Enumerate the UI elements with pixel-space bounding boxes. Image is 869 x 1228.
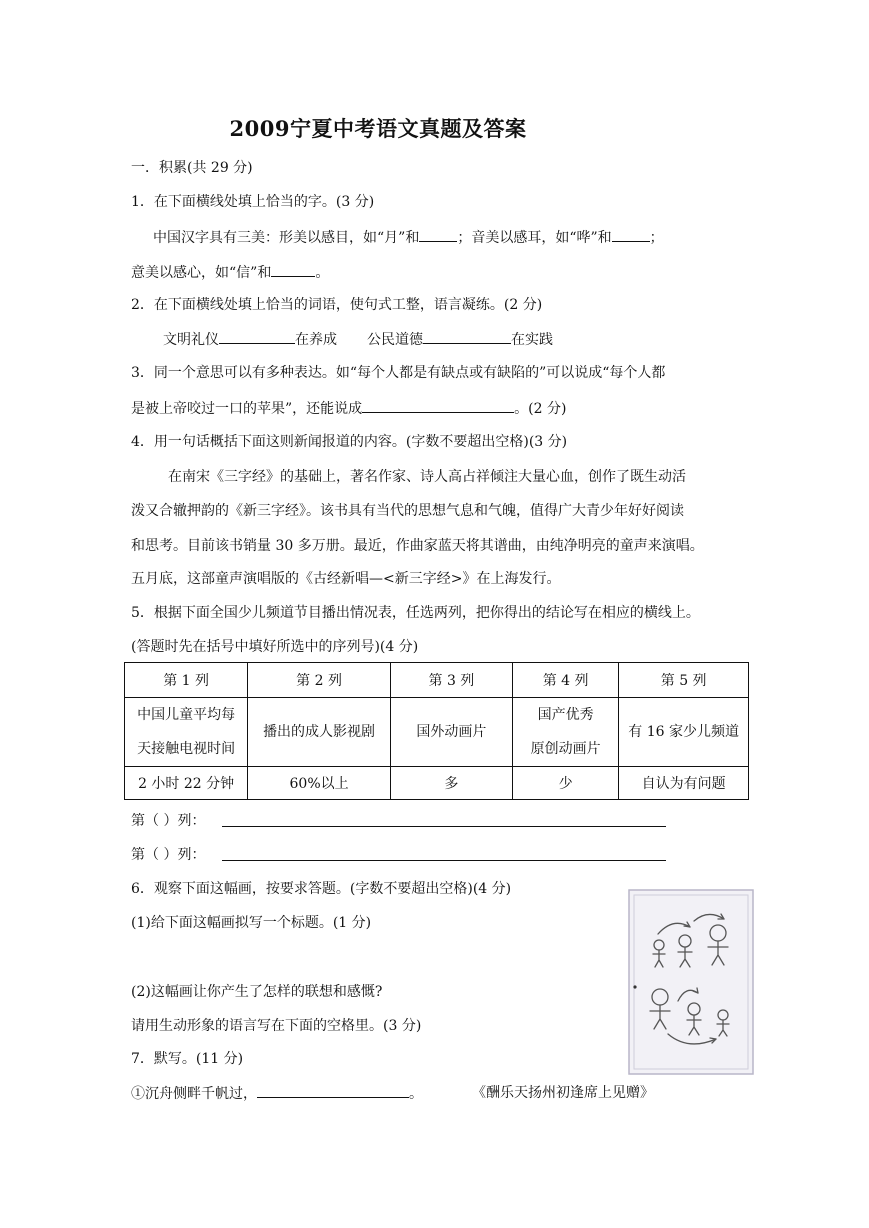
table-cell: 国产优秀 原创动画片 <box>512 698 618 767</box>
table-header-cell: 第 4 列 <box>512 663 618 698</box>
table-cell: 中国儿童平均每 天接触电视时间 <box>125 698 248 767</box>
table-cell: 少 <box>512 767 618 800</box>
q1-stem: 1．在下面横线处填上恰当的字。(3 分) <box>131 194 375 210</box>
answer-line[interactable] <box>222 860 666 861</box>
table-cell: 多 <box>390 767 512 800</box>
answer-blank[interactable] <box>257 1083 409 1098</box>
answer-blank[interactable] <box>612 227 650 242</box>
table-cell: 2 小时 22 分钟 <box>125 767 248 800</box>
answer-blank[interactable] <box>419 227 457 242</box>
page-title: 2009宁夏中考语文真题及答案 <box>229 116 527 141</box>
answer-blank[interactable] <box>362 398 514 413</box>
q5-answer-label: 第（ ）列： <box>131 813 206 829</box>
answer-line[interactable] <box>222 826 666 827</box>
q2-line: 文明礼仪 在养成 公民道德 在实践 <box>163 329 553 350</box>
q5-answer-label: 第（ ）列： <box>131 847 206 863</box>
table-cell: 国外动画片 <box>390 698 512 767</box>
table-header-cell: 第 5 列 <box>619 663 749 698</box>
table-header-row <box>125 663 749 698</box>
q1-line2: 意美以感心，如“信”和 。 <box>131 262 329 283</box>
answer-blank[interactable] <box>271 262 315 277</box>
q5-stem: 5．根据下面全国少儿频道节目播出情况表，任选两列，把你得出的结论写在相应的横线上。 <box>131 605 700 621</box>
answer-blank[interactable] <box>219 329 295 344</box>
q3-line2: 是被上帝咬过一口的苹果”，还能说成 。(2 分) <box>131 398 566 419</box>
q6-sub1: (1)给下面这幅画拟写一个标题。(1 分) <box>131 915 372 931</box>
q3-line1: 3．同一个意思可以有多种表达。如“每个人都是有缺点或有缺陷的”可以说成“每个人都 <box>131 365 666 381</box>
q4-paragraph: 和思考。目前该书销量 30 多万册。最近，作曲家蓝天将其谱曲，由纯净明亮的童声来演唱。 <box>131 538 704 554</box>
q2-stem: 2．在下面横线处填上恰当的词语，使句式工整，语言凝练。(2 分) <box>131 297 543 313</box>
q7-item: ①沉舟侧畔千帆过， 。 <box>131 1083 423 1104</box>
table-header-cell: 第 2 列 <box>248 663 391 698</box>
table-header-cell: 第 3 列 <box>390 663 512 698</box>
q6-sub2-instruction: 请用生动形象的语言写在下面的空格里。(3 分) <box>131 1018 422 1034</box>
poem-source: 《酬乐天扬州初逢席上见赠》 <box>472 1085 654 1101</box>
table-cell: 播出的成人影视剧 <box>248 698 391 767</box>
table-cell: 自认为有问题 <box>619 767 749 800</box>
table-cell: 60%以上 <box>248 767 391 800</box>
table-row <box>125 698 749 767</box>
table-cell: 有 16 家少儿频道 <box>619 698 749 767</box>
channel-stats-table <box>124 662 749 800</box>
table-header-cell: 第 1 列 <box>125 663 248 698</box>
q4-stem: 4．用一句话概括下面这则新闻报道的内容。(字数不要超出空格)(3 分) <box>131 434 568 450</box>
q1-line1: 中国汉字具有三美：形美以感目，如“月”和 ；音美以感耳，如“哗”和 ； <box>153 227 664 248</box>
cartoon-sketch <box>628 889 754 1075</box>
q5-note: (答题时先在括号中填好所选中的序列号)(4 分) <box>131 639 419 655</box>
q6-stem: 6．观察下面这幅画，按要求答题。(字数不要超出空格)(4 分) <box>131 881 512 897</box>
q4-paragraph: 五月底，这部童声演唱版的《古经新唱—<新三字经>》在上海发行。 <box>131 571 561 587</box>
q4-paragraph: 在南宋《三字经》的基础上，著名作家、诗人高占祥倾注大量心血，创作了既生动活 <box>168 469 686 485</box>
section-heading: 一．积累(共 29 分) <box>131 160 253 176</box>
q6-sub2: (2)这幅画让你产生了怎样的联想和感慨? <box>131 984 383 1000</box>
table-row <box>125 767 749 800</box>
q4-paragraph: 泼又合辙押韵的《新三字经》。该书具有当代的思想气息和气魄，值得广大青少年好好阅读 <box>131 503 684 519</box>
answer-blank[interactable] <box>423 329 511 344</box>
q7-stem: 7．默写。(11 分) <box>131 1051 244 1067</box>
